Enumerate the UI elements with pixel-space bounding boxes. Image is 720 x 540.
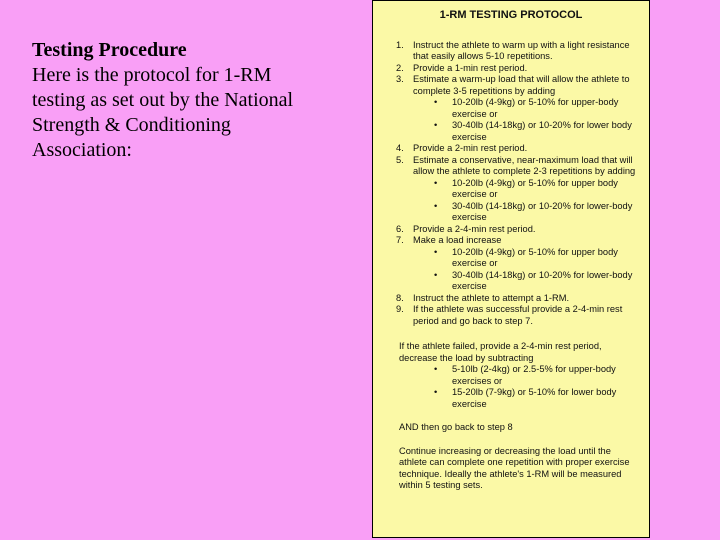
step-text: Provide a 2-4-min rest period. <box>413 223 536 234</box>
step-number: 1. <box>396 39 404 50</box>
step-text: Provide a 1-min rest period. <box>413 62 528 73</box>
step-number: 4. <box>396 143 404 153</box>
step-text: Provide a 2-min rest period. <box>413 143 528 153</box>
step-text: Estimate a warm-up load that will allow the athlete to complete 3-5 repetitions by adding <box>413 74 630 96</box>
goback-paragraph: AND then go back to step 8 <box>399 422 513 432</box>
bullet-item: • 30-40lb (14-18kg) or 10-20% for lower-body exercise <box>434 201 641 224</box>
protocol-steps <box>396 39 641 328</box>
step-1 <box>396 39 641 63</box>
protocol-panel <box>372 0 650 538</box>
bullet-item: • 30-40lb (14-18kg) or 10-20% for lower-body exercise <box>434 270 641 293</box>
step-text: Instruct the athlete to warm up with a light resistance that easily allows 5-10 repetitions. <box>413 39 630 61</box>
bullet-item: • 10-20lb (4-9kg) or 5-10% for upper-body exercise or <box>434 97 641 120</box>
step-9 <box>396 304 641 327</box>
bullet-item: • 10-20lb (4-9kg) or 5-10% for upper body exercise or <box>434 247 641 270</box>
failed-paragraph: If the athlete failed, provide a 2-4-min rest period, decrease the load by subtracting <box>399 341 602 363</box>
step-number: 7. <box>396 235 404 245</box>
intro-heading: Testing Procedure <box>32 39 187 61</box>
closing-paragraph: Continue increasing or decreasing the load until the athlete can complete one repetition with proper exercise technique. Ideally the athlete's 1-RM will be measured within 5 testing sets. <box>399 445 630 490</box>
step-8 <box>396 292 641 305</box>
step-text: If the athlete was successful provide a 2-4-min rest period and go back to step 7. <box>413 304 623 326</box>
bullet-item: • 10-20lb (4-9kg) or 5-10% for upper body exercise or <box>434 178 641 201</box>
bullet-item: • 5-10lb (2-4kg) or 2.5-5% for upper-body exercises or <box>434 364 641 387</box>
step-number: 3. <box>396 74 404 84</box>
step-3-bullets <box>399 97 641 143</box>
bullet-item: • 15-20lb (7-9kg) or 5-10% for lower body exercise <box>434 387 641 410</box>
step-2 <box>396 62 641 75</box>
step-text: Make a load increase <box>413 235 502 245</box>
intro-body: Here is the protocol for 1-RM testing as set out by the National Strength & Conditioning Association: <box>32 64 294 161</box>
bullet-item: • 30-40lb (14-18kg) or 10-20% for lower body exercise <box>434 120 641 143</box>
step-3 <box>396 74 641 97</box>
step-7-bullets <box>399 247 641 293</box>
step-number: 2. <box>396 62 404 73</box>
step-6 <box>396 223 641 236</box>
step-4 <box>396 143 641 155</box>
step-text: Estimate a conservative, near-maximum load that will allow the athlete to complete 2-3 repetitions by adding <box>413 154 636 176</box>
step-7 <box>396 235 641 247</box>
step-text: Instruct the athlete to attempt a 1-RM. <box>413 292 570 303</box>
step-number: 5. <box>396 154 404 165</box>
intro-text-block <box>32 38 302 163</box>
protocol-title: 1-RM TESTING PROTOCOL <box>439 9 583 21</box>
step-5-bullets <box>399 178 641 224</box>
step-number: 9. <box>396 304 404 314</box>
step-5 <box>396 154 641 178</box>
step-number: 6. <box>396 223 404 234</box>
failed-bullets <box>399 364 641 410</box>
step-number: 8. <box>396 292 404 303</box>
